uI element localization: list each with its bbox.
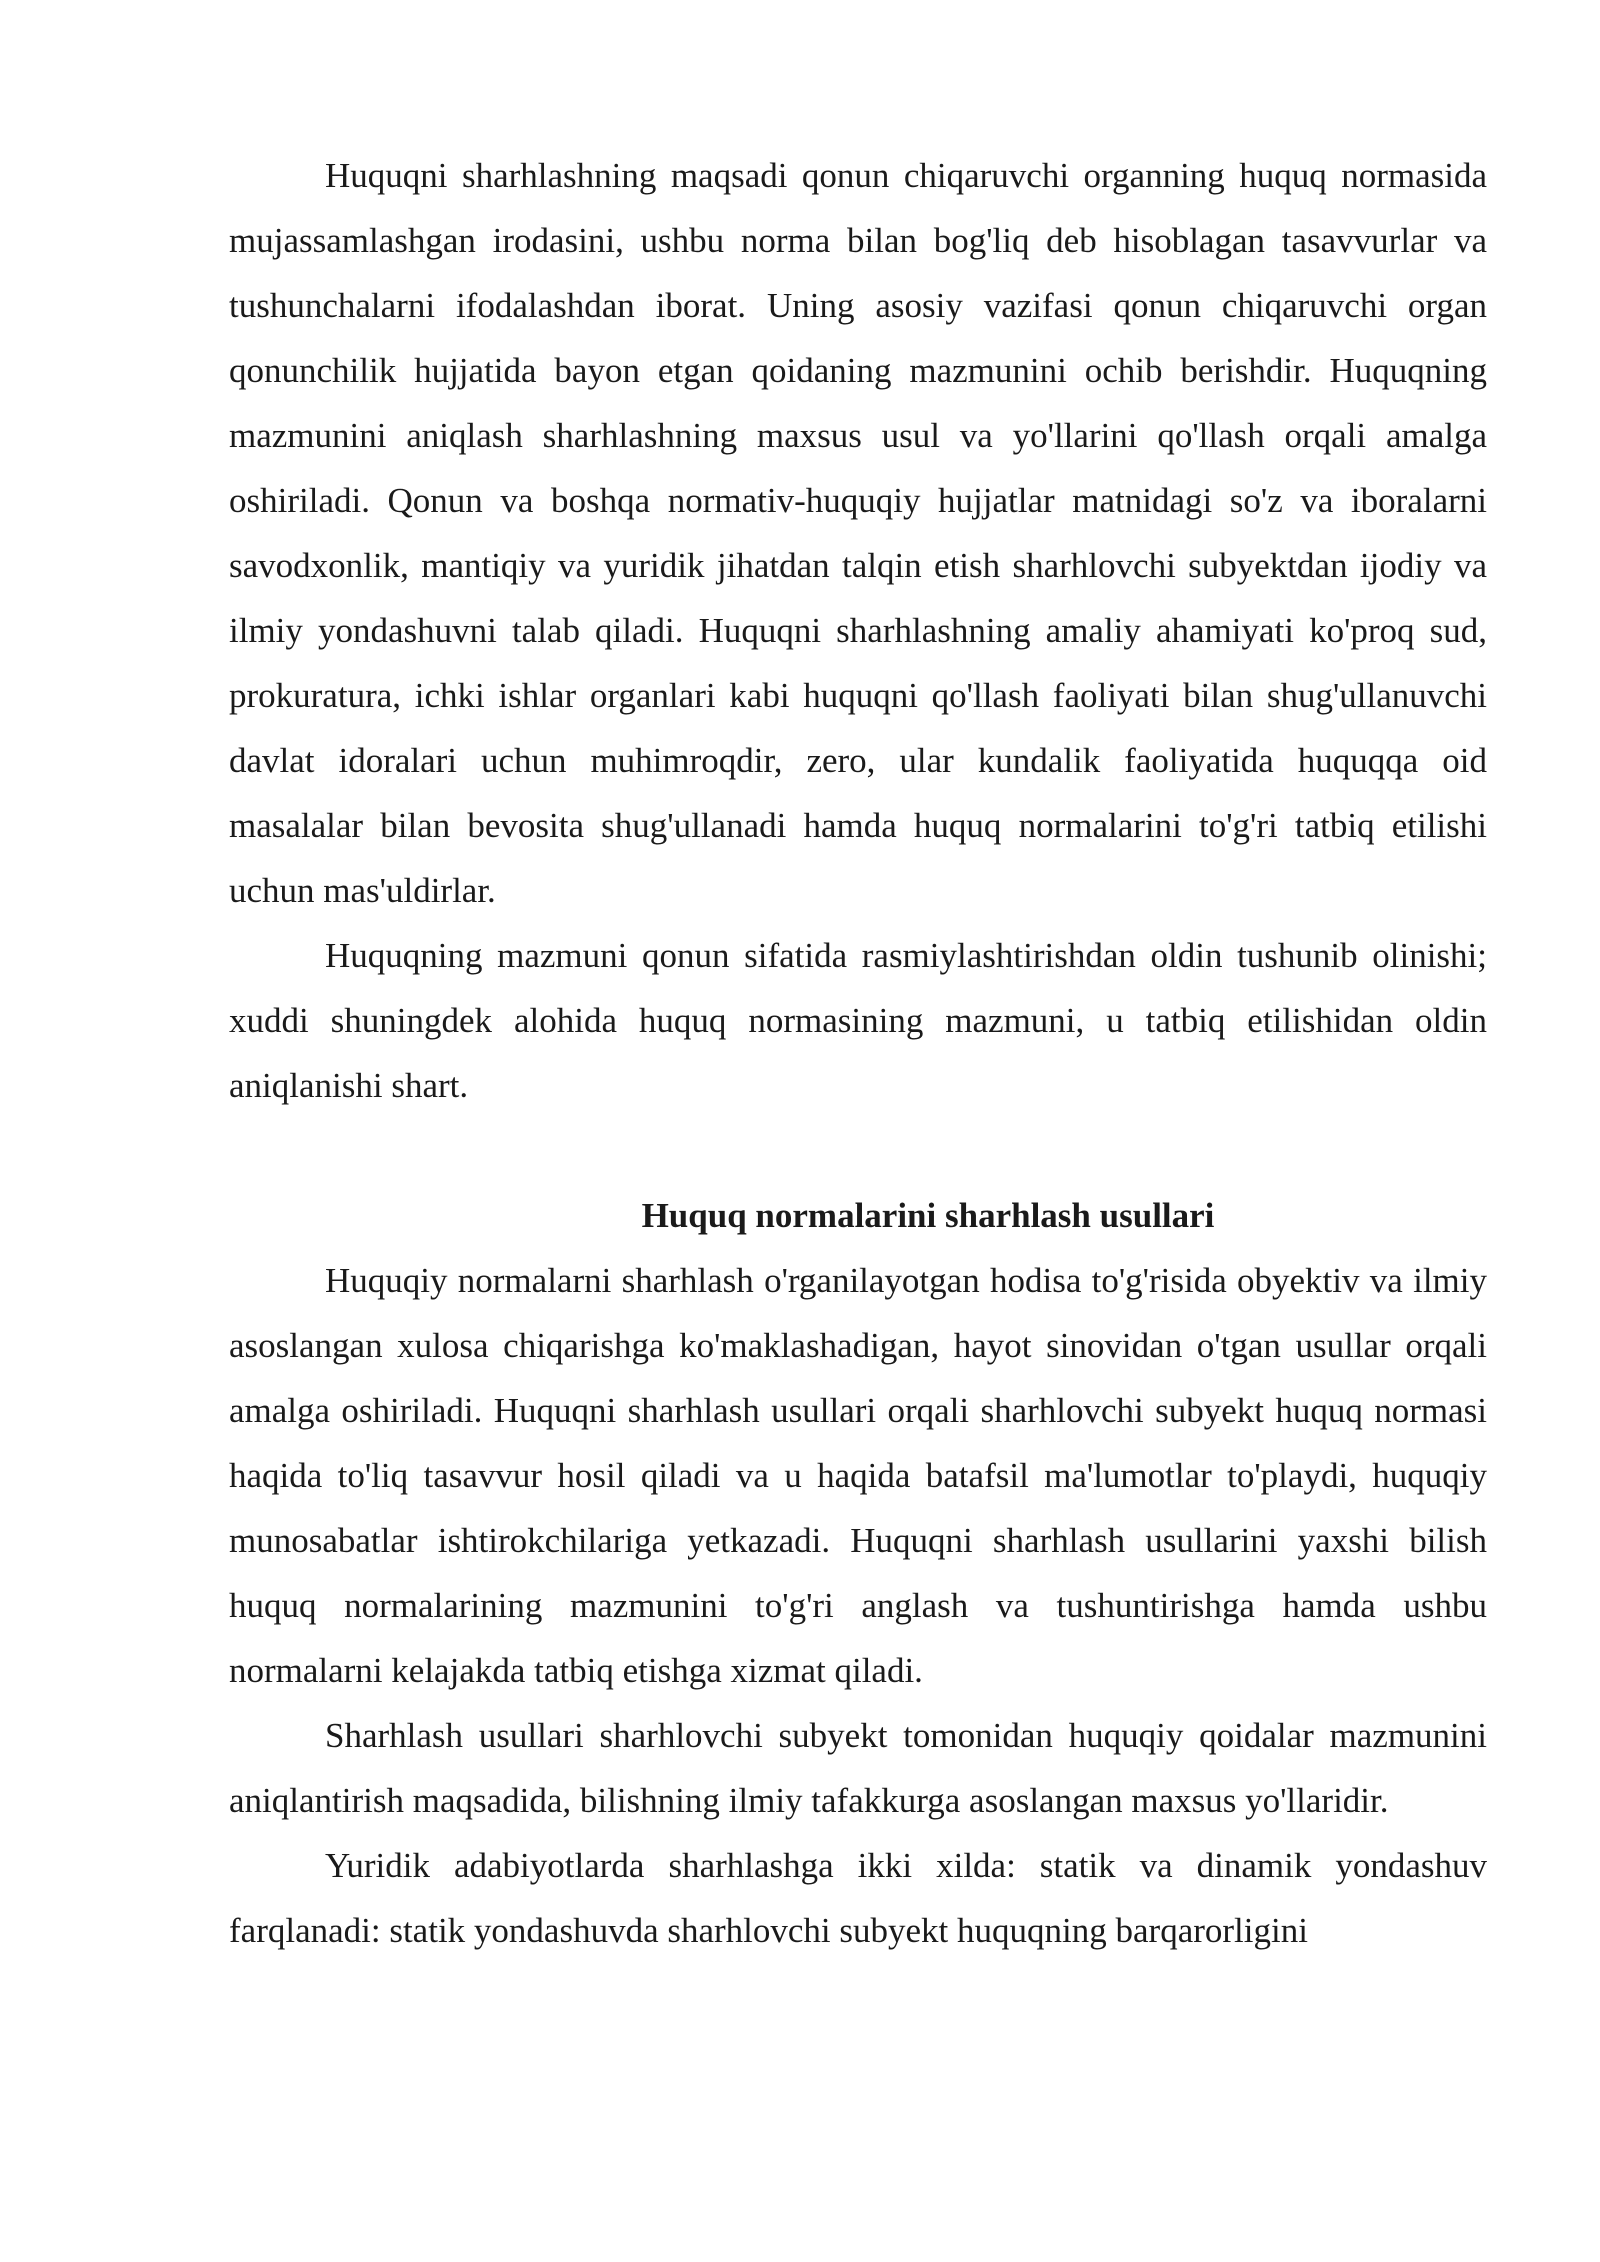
paragraph: Huquqiy normalarni sharhlash o'rganilayotgan hodisa to'g'risida obyektiv va ilmiy asoslangan xulosa chiqarishga ko'maklashadigan, hayot sinovidan o'tgan usullar orqali amalga oshiriladi. Huquqni sharhlash usullari orqali sharhlovchi subyekt huquq normasi haqida to'liq tasavvur hosil qiladi va u haqida batafsil ma'lumotlar to'playdi, huquqiy munosabatlar ishtirokchilariga yetkazadi. Huquqni sharhlash usullarini yaxshi bilish huquq normalarining mazmunini to'g'ri anglash va tushuntirishga hamda ushbu normalarni kelajakda tatbiq etishga xizmat qiladi. bbox=[229, 1261, 1487, 1690]
paragraph: Sharhlash usullari sharhlovchi subyekt tomonidan huquqiy qoidalar mazmunini aniqlantirish maqsadida, bilishning ilmiy tafakkurga asoslangan maxsus yo'llaridir. bbox=[229, 1716, 1487, 1820]
paragraph: Huquqni sharhlashning maqsadi qonun chiqaruvchi organning huquq normasida mujassamlashgan irodasini, ushbu norma bilan bog'liq deb hisoblagan tasavvurlar va tushunchalarni ifodalashdan iborat. Uning asosiy vazifasi qonun chiqaruvchi organ qonunchilik hujjatida bayon etgan qoidaning mazmunini ochib berishdir. Huquqning mazmunini aniqlash sharhlashning maxsus usul va yo'llarini qo'llash orqali amalga oshiriladi. Qonun va boshqa normativ-huquqiy hujjatlar matnidagi so'z va iboralarni savodxonlik, mantiqiy va yuridik jihatdan talqin etish sharhlovchi subyektdan ijodiy va ilmiy yondashuvni talab qiladi. Huquqni sharhlashning amaliy ahamiyati ko'proq sud, prokuratura, ichki ishlar organlari kabi huquqni qo'llash faoliyati bilan shug'ullanuvchi davlat idoralari uchun muhimroqdir, zero, ular kundalik faoliyatida huquqqa oid masalalar bilan bevosita shug'ullanadi hamda huquq normalarini to'g'ri tatbiq etilishi uchun mas'uldirlar. bbox=[229, 156, 1487, 910]
spacer bbox=[229, 1118, 1487, 1183]
paragraph: Huquqning mazmuni qonun sifatida rasmiylashtirishdan oldin tushunib olinishi; xuddi shuningdek alohida huquq normasining mazmuni, u tatbiq etilishidan oldin aniqlanishi shart. bbox=[229, 936, 1487, 1105]
section-heading: Huquq normalarini sharhlash usullari bbox=[641, 1196, 1215, 1235]
paragraph: Yuridik adabiyotlarda sharhlashga ikki xilda: statik va dinamik yondashuv farqlanadi: statik yondashuvda sharhlovchi subyekt huquqning barqarorligini bbox=[229, 1846, 1487, 1950]
document-page bbox=[229, 143, 1487, 1963]
